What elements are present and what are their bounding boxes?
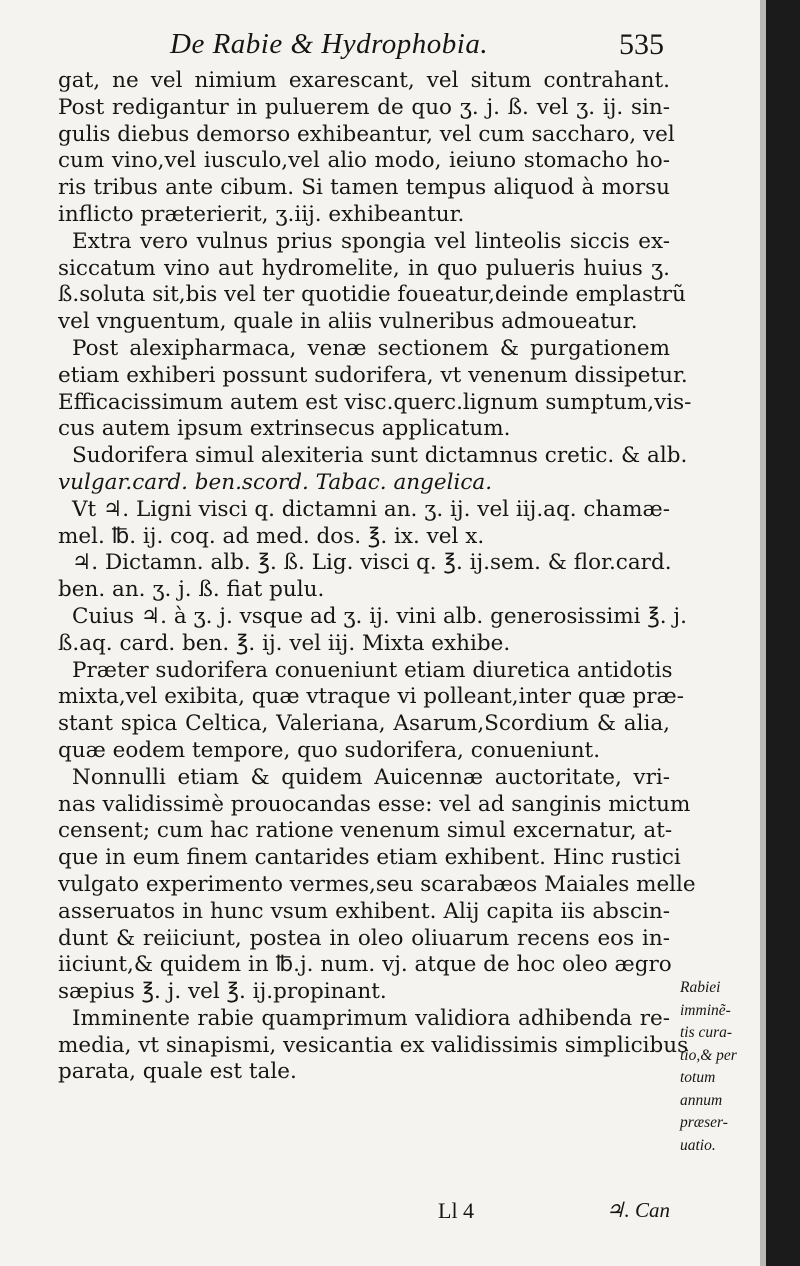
text-line: Nonnulli etiam & quidem Auicennæ auctoritate, vri- (72, 764, 670, 790)
text-line: Vt ♃. Ligni visci q. dictamni an. ʒ. ij. vel iij.aq. chamæ- (72, 496, 670, 522)
text-line: ß.aq. card. ben. ℥. ij. vel iij. Mixta exhibe. (58, 630, 511, 656)
marginal-note-line: Rabiei (680, 979, 721, 996)
text-line: stant spica Celtica, Valeriana, Asarum,Scordium & alia, (58, 711, 670, 737)
text-line: dunt & reiiciunt, postea in oleo oliuarum recens eos in- (58, 925, 670, 951)
marginal-note-line: annum (680, 1091, 723, 1109)
catchword: ♃. Can (605, 1198, 670, 1222)
marginal-note-line: præser- (680, 1114, 728, 1131)
text-line: Imminente rabie quamprimum validiora adhibenda re- (72, 1005, 670, 1031)
text-line: que in eum finem cantarides etiam exhibent. Hinc rustici (58, 845, 681, 871)
text-line: ris tribus ante cibum. Si tamen tempus aliquod à morsu (58, 175, 670, 201)
running-title: De Rabie & Hydrophobia. (170, 28, 489, 60)
text-line: ß.soluta sit,bis vel ter quotidie foueatur,deinde emplastrũ (58, 282, 686, 308)
text-line: ben. an. ʒ. j. ß. fiat pulu. (58, 577, 325, 603)
page-number: 535 (619, 28, 664, 61)
text-line: cum vino,vel iusculo,vel alio modo, ieiuno stomacho ho- (58, 148, 670, 174)
text-line: vel vnguentum, quale in aliis vulneribus admoueatur. (58, 309, 638, 335)
text-line: Efficacissimum autem est visc.querc.lignum sumptum,vis- (58, 389, 692, 415)
signature-mark: Ll 4 (438, 1198, 475, 1223)
text-line: Præter sudorifera conueniunt etiam diuretica antidotis (72, 657, 673, 683)
text-line: vulgato experimento vermes,seu scarabæos Maiales melle (58, 871, 696, 897)
text-line: mel. ℔. ij. coq. ad med. dos. ℥. ix. vel x. (58, 523, 485, 549)
marginal-note-line: tio,& per (680, 1046, 737, 1064)
text-line: ♃. Dictamn. alb. ℥. ß. Lig. visci q. ℥. ij.sem. & flor.card. (72, 550, 672, 576)
text-line: sæpius ℥. j. vel ℥. ij.propinant. (58, 979, 387, 1005)
text-line: parata, quale est tale. (58, 1059, 297, 1085)
text-line: nas validissimè prouocandas esse: vel ad sanginis mictum (58, 791, 691, 817)
book-spine-shadow (766, 0, 800, 1266)
text-line: quæ eodem tempore, quo sudorifera, conueniunt. (58, 737, 601, 763)
text-line: media, vt sinapismi, vesicantia ex validissimis simplicibus (58, 1032, 689, 1058)
body-text (58, 68, 696, 1086)
marginal-note-line: imminẽ- (680, 1001, 731, 1019)
marginal-note-line: uatio. (680, 1136, 716, 1154)
text-line: etiam exhiberi possunt sudorifera, vt venenum dissipetur. (58, 362, 688, 388)
text-line: Post redigantur in puluerem de quo ʒ. j. ß. vel ʒ. ij. sin- (58, 94, 670, 120)
text-line: cus autem ipsum extrinsecus applicatum. (58, 416, 511, 442)
text-line: Extra vero vulnus prius spongia vel linteolis siccis ex- (72, 228, 670, 254)
text-line: Cuius ♃. à ʒ. j. vsque ad ʒ. ij. vini alb. generosissimi ℥. j. (72, 603, 687, 629)
text-line: iiciunt,& quidem in ℔.j. num. vj. atque de hoc oleo ægro (58, 952, 672, 978)
text-line: Post alexipharmaca, venæ sectionem & purgationem (72, 335, 670, 361)
text-line: gat, ne vel nimium exarescant, vel situm contrahant. (58, 68, 670, 93)
text-line: censent; cum hac ratione venenum simul excernatur, at- (58, 818, 673, 844)
marginal-note-line: totum (680, 1069, 716, 1086)
marginal-note (680, 977, 762, 1157)
text-line: asseruatos in hunc vsum exhibent. Alij capita iis abscin- (58, 898, 670, 924)
text-line: vulgar.card. ben.scord. Tabac. angelica. (58, 469, 493, 495)
page-header (60, 28, 670, 68)
page-footer (60, 1198, 670, 1232)
text-line: Sudorifera simul alexiteria sunt dictamnus cretic. & alb. (72, 443, 688, 469)
marginal-note-line: tis cura- (680, 1024, 733, 1041)
text-line: inflicto præterierit, ʒ.iij. exhibeantur. (58, 201, 465, 227)
text-line: mixta,vel exibita, quæ vtraque vi polleant,inter quæ præ- (58, 684, 684, 710)
text-line: siccatum vino aut hydromelite, in quo pulueris huius ʒ. (58, 255, 670, 281)
text-line: gulis diebus demorso exhibeantur, vel cum saccharo, vel (58, 121, 675, 147)
